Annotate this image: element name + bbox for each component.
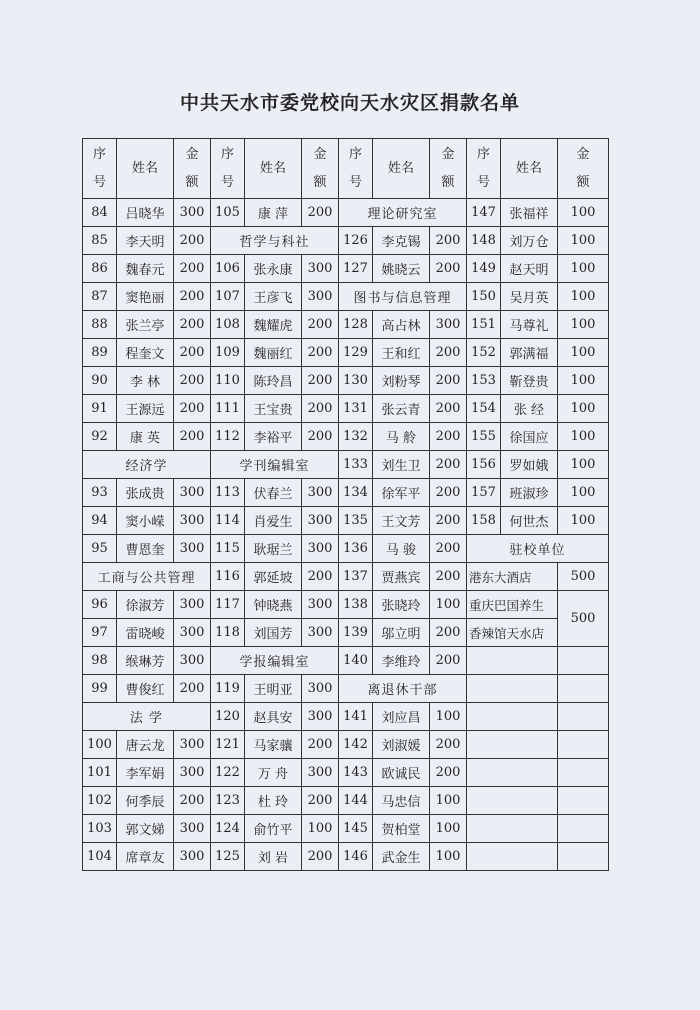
amount-cell: 300	[174, 507, 211, 535]
table-row	[83, 815, 609, 843]
name-cell: 康 萍	[245, 199, 302, 227]
empty-cell	[558, 843, 609, 871]
table-row	[83, 731, 609, 759]
seq-cell: 100	[83, 731, 117, 759]
seq-cell: 89	[83, 339, 117, 367]
seq-cell: 120	[211, 703, 245, 731]
seq-cell: 111	[211, 395, 245, 423]
seq-cell: 134	[339, 479, 373, 507]
seq-cell: 125	[211, 843, 245, 871]
name-cell: 张云青	[373, 395, 430, 423]
table-row	[83, 339, 609, 367]
name-cell: 马 舲	[373, 423, 430, 451]
name-cell: 张成贵	[117, 479, 174, 507]
seq-cell: 145	[339, 815, 373, 843]
name-cell: 魏春元	[117, 255, 174, 283]
table-row	[83, 311, 609, 339]
amount-cell: 200	[174, 787, 211, 815]
name-cell: 刘国芳	[245, 619, 302, 647]
name-cell: 徐军平	[373, 479, 430, 507]
empty-cell	[467, 815, 558, 843]
empty-cell	[467, 843, 558, 871]
name-cell: 吕晓华	[117, 199, 174, 227]
name-cell: 王宝贵	[245, 395, 302, 423]
table-row	[83, 787, 609, 815]
seq-cell: 108	[211, 311, 245, 339]
section-heading: 经济学	[83, 451, 211, 479]
header-name-cell: 姓名	[373, 139, 430, 199]
seq-cell: 121	[211, 731, 245, 759]
name-cell: 邬立明	[373, 619, 430, 647]
seq-cell: 91	[83, 395, 117, 423]
name-cell: 王和红	[373, 339, 430, 367]
table-row	[83, 199, 609, 227]
seq-cell: 117	[211, 591, 245, 619]
empty-cell	[467, 703, 558, 731]
seq-cell: 87	[83, 283, 117, 311]
amount-cell: 300	[174, 619, 211, 647]
empty-cell	[558, 787, 609, 815]
seq-cell: 103	[83, 815, 117, 843]
name-cell: 姚晓云	[373, 255, 430, 283]
table-row	[83, 563, 609, 591]
amount-cell: 300	[174, 591, 211, 619]
name-cell: 唐云龙	[117, 731, 174, 759]
amount-cell: 300	[302, 759, 339, 787]
name-cell: 李裕平	[245, 423, 302, 451]
seq-cell: 88	[83, 311, 117, 339]
seq-cell: 86	[83, 255, 117, 283]
seq-cell: 90	[83, 367, 117, 395]
name-cell: 王彦飞	[245, 283, 302, 311]
header-amount-cell: 金 额	[558, 139, 609, 199]
seq-cell: 128	[339, 311, 373, 339]
amount-cell: 200	[430, 507, 467, 535]
name-cell: 靳登贵	[501, 367, 558, 395]
table-row	[83, 675, 609, 703]
header-seq-cell: 序 号	[339, 139, 373, 199]
seq-cell: 127	[339, 255, 373, 283]
seq-cell: 147	[467, 199, 501, 227]
amount-cell: 200	[302, 199, 339, 227]
amount-cell: 200	[302, 787, 339, 815]
seq-cell: 110	[211, 367, 245, 395]
amount-cell: 100	[558, 395, 609, 423]
amount-cell: 200	[430, 255, 467, 283]
name-cell: 钟晓燕	[245, 591, 302, 619]
name-cell: 陈玲昌	[245, 367, 302, 395]
section-heading: 理论研究室	[339, 199, 467, 227]
name-cell: 马忠信	[373, 787, 430, 815]
empty-cell	[558, 703, 609, 731]
header-amount-cell: 金 额	[430, 139, 467, 199]
amount-cell: 200	[302, 423, 339, 451]
section-heading: 学刊编辑室	[211, 451, 339, 479]
amount-cell: 100	[558, 479, 609, 507]
amount-cell: 100	[430, 815, 467, 843]
amount-cell: 300	[302, 703, 339, 731]
table-row	[83, 535, 609, 563]
amount-cell: 200	[430, 227, 467, 255]
amount-cell: 300	[302, 255, 339, 283]
seq-cell: 142	[339, 731, 373, 759]
name-cell: 赵具安	[245, 703, 302, 731]
name-cell: 罗如娥	[501, 451, 558, 479]
amount-cell: 200	[174, 227, 211, 255]
amount-cell: 100	[558, 199, 609, 227]
section-heading: 离退休干部	[339, 675, 467, 703]
seq-cell: 109	[211, 339, 245, 367]
amount-cell: 500	[558, 591, 609, 647]
seq-cell: 157	[467, 479, 501, 507]
table-row	[83, 283, 609, 311]
amount-cell: 300	[174, 199, 211, 227]
name-cell: 贾燕宾	[373, 563, 430, 591]
name-cell: 何季辰	[117, 787, 174, 815]
amount-cell: 300	[302, 619, 339, 647]
name-cell: 张兰亭	[117, 311, 174, 339]
name-cell: 魏丽红	[245, 339, 302, 367]
amount-cell: 200	[174, 255, 211, 283]
name-cell: 马尊礼	[501, 311, 558, 339]
seq-cell: 149	[467, 255, 501, 283]
section-heading: 法 学	[83, 703, 211, 731]
seq-cell: 131	[339, 395, 373, 423]
name-cell: 康 英	[117, 423, 174, 451]
name-cell: 俞竹平	[245, 815, 302, 843]
name-cell: 郭满福	[501, 339, 558, 367]
table-row	[83, 647, 609, 675]
name-cell: 王源远	[117, 395, 174, 423]
name-cell: 张永康	[245, 255, 302, 283]
empty-cell	[467, 675, 558, 703]
seq-cell: 137	[339, 563, 373, 591]
document-title: 中共天水市委党校向天水灾区捐款名单	[179, 92, 520, 114]
seq-cell: 122	[211, 759, 245, 787]
name-cell: 曹俊红	[117, 675, 174, 703]
table-row	[83, 619, 609, 647]
seq-cell: 98	[83, 647, 117, 675]
seq-cell: 144	[339, 787, 373, 815]
seq-cell: 132	[339, 423, 373, 451]
name-cell: 耿琚兰	[245, 535, 302, 563]
amount-cell: 500	[558, 563, 609, 591]
name-cell: 张 经	[501, 395, 558, 423]
table-row	[83, 591, 609, 619]
amount-cell: 300	[174, 759, 211, 787]
amount-cell: 200	[430, 395, 467, 423]
seq-cell: 151	[467, 311, 501, 339]
name-cell: 万 舟	[245, 759, 302, 787]
seq-cell: 135	[339, 507, 373, 535]
amount-cell: 200	[302, 563, 339, 591]
name-cell: 曹恩奎	[117, 535, 174, 563]
amount-cell: 100	[430, 703, 467, 731]
name-cell: 肖爱生	[245, 507, 302, 535]
seq-cell: 116	[211, 563, 245, 591]
name-cell: 杜 玲	[245, 787, 302, 815]
seq-cell: 107	[211, 283, 245, 311]
name-cell: 刘生卫	[373, 451, 430, 479]
name-cell: 张福祥	[501, 199, 558, 227]
table-row	[83, 367, 609, 395]
table-row	[83, 255, 609, 283]
seq-cell: 96	[83, 591, 117, 619]
amount-cell: 100	[430, 591, 467, 619]
name-cell: 刘万仓	[501, 227, 558, 255]
amount-cell: 200	[174, 423, 211, 451]
seq-cell: 138	[339, 591, 373, 619]
seq-cell: 94	[83, 507, 117, 535]
amount-cell: 300	[174, 479, 211, 507]
name-cell: 缑琳芳	[117, 647, 174, 675]
header-amount-cell: 金 额	[302, 139, 339, 199]
seq-cell: 123	[211, 787, 245, 815]
empty-cell	[558, 759, 609, 787]
seq-cell: 155	[467, 423, 501, 451]
name-cell: 高占林	[373, 311, 430, 339]
amount-cell: 200	[302, 843, 339, 871]
section-heading: 图书与信息管理	[339, 283, 467, 311]
empty-cell	[558, 675, 609, 703]
seq-cell: 140	[339, 647, 373, 675]
seq-cell: 115	[211, 535, 245, 563]
name-cell: 李 林	[117, 367, 174, 395]
name-cell: 刘 岩	[245, 843, 302, 871]
name-cell: 武金生	[373, 843, 430, 871]
name-cell: 何世杰	[501, 507, 558, 535]
amount-cell: 300	[174, 535, 211, 563]
name-cell: 刘淑媛	[373, 731, 430, 759]
empty-cell	[467, 647, 558, 675]
seq-cell: 154	[467, 395, 501, 423]
name-cell: 李维玲	[373, 647, 430, 675]
header-amount-cell: 金 额	[174, 139, 211, 199]
amount-cell: 200	[174, 395, 211, 423]
table-row	[83, 423, 609, 451]
seq-cell: 152	[467, 339, 501, 367]
amount-cell: 200	[430, 451, 467, 479]
name-cell: 李天明	[117, 227, 174, 255]
seq-cell: 148	[467, 227, 501, 255]
amount-cell: 200	[430, 619, 467, 647]
section-heading: 哲学与科社	[211, 227, 339, 255]
amount-cell: 100	[558, 451, 609, 479]
amount-cell: 200	[430, 647, 467, 675]
amount-cell: 300	[302, 507, 339, 535]
amount-cell: 200	[174, 339, 211, 367]
name-cell: 徐淑芳	[117, 591, 174, 619]
amount-cell: 200	[302, 731, 339, 759]
seq-cell: 146	[339, 843, 373, 871]
name-cell: 王文芳	[373, 507, 430, 535]
name-cell: 伏春兰	[245, 479, 302, 507]
amount-cell: 300	[302, 675, 339, 703]
seq-cell: 102	[83, 787, 117, 815]
name-cell: 王明亚	[245, 675, 302, 703]
seq-cell: 114	[211, 507, 245, 535]
seq-cell: 104	[83, 843, 117, 871]
seq-cell: 150	[467, 283, 501, 311]
seq-cell: 119	[211, 675, 245, 703]
amount-cell: 100	[558, 423, 609, 451]
amount-cell: 300	[174, 647, 211, 675]
table-row	[83, 703, 609, 731]
table-row	[83, 843, 609, 871]
empty-cell	[467, 759, 558, 787]
section-heading: 学报编辑室	[211, 647, 339, 675]
name-cell: 徐国应	[501, 423, 558, 451]
unit-name-cell: 港东大酒店	[467, 563, 558, 591]
name-cell: 赵天明	[501, 255, 558, 283]
header-name-cell: 姓名	[245, 139, 302, 199]
amount-cell: 200	[174, 367, 211, 395]
table-row	[83, 507, 609, 535]
seq-cell: 84	[83, 199, 117, 227]
seq-cell: 141	[339, 703, 373, 731]
empty-cell	[467, 731, 558, 759]
amount-cell: 200	[430, 479, 467, 507]
amount-cell: 300	[302, 591, 339, 619]
amount-cell: 200	[174, 283, 211, 311]
amount-cell: 300	[174, 815, 211, 843]
name-cell: 刘应昌	[373, 703, 430, 731]
seq-cell: 156	[467, 451, 501, 479]
amount-cell: 200	[430, 423, 467, 451]
amount-cell: 200	[302, 367, 339, 395]
amount-cell: 200	[302, 395, 339, 423]
unit-name-cell: 重庆巴国养生	[467, 591, 558, 619]
name-cell: 吴月英	[501, 283, 558, 311]
seq-cell: 105	[211, 199, 245, 227]
amount-cell: 300	[302, 283, 339, 311]
section-heading: 驻校单位	[467, 535, 609, 563]
name-cell: 李军娟	[117, 759, 174, 787]
amount-cell: 200	[430, 731, 467, 759]
seq-cell: 97	[83, 619, 117, 647]
name-cell: 程奎文	[117, 339, 174, 367]
amount-cell: 100	[558, 283, 609, 311]
seq-cell: 139	[339, 619, 373, 647]
seq-cell: 158	[467, 507, 501, 535]
table-row	[83, 451, 609, 479]
amount-cell: 200	[302, 311, 339, 339]
seq-cell: 106	[211, 255, 245, 283]
seq-cell: 113	[211, 479, 245, 507]
seq-cell: 93	[83, 479, 117, 507]
donation-table	[82, 138, 609, 871]
name-cell: 郭延坡	[245, 563, 302, 591]
amount-cell: 100	[558, 255, 609, 283]
header-seq-cell: 序 号	[467, 139, 501, 199]
seq-cell: 112	[211, 423, 245, 451]
seq-cell: 118	[211, 619, 245, 647]
seq-cell: 85	[83, 227, 117, 255]
name-cell: 马家骧	[245, 731, 302, 759]
amount-cell: 200	[430, 535, 467, 563]
unit-name-cell: 香辣馆天水店	[467, 619, 558, 647]
name-cell: 郭文娣	[117, 815, 174, 843]
seq-cell: 153	[467, 367, 501, 395]
name-cell: 马 骏	[373, 535, 430, 563]
amount-cell: 100	[430, 843, 467, 871]
amount-cell: 200	[174, 311, 211, 339]
section-heading: 工商与公共管理	[83, 563, 211, 591]
empty-cell	[558, 731, 609, 759]
seq-cell: 133	[339, 451, 373, 479]
seq-cell: 126	[339, 227, 373, 255]
table-row	[83, 479, 609, 507]
table-row	[83, 395, 609, 423]
amount-cell: 300	[430, 311, 467, 339]
table-row	[83, 227, 609, 255]
amount-cell: 100	[558, 367, 609, 395]
amount-cell: 300	[174, 731, 211, 759]
amount-cell: 300	[302, 535, 339, 563]
header-name-cell: 姓名	[501, 139, 558, 199]
name-cell: 魏耀虎	[245, 311, 302, 339]
amount-cell: 100	[302, 815, 339, 843]
table-row	[83, 759, 609, 787]
amount-cell: 100	[558, 339, 609, 367]
amount-cell: 100	[558, 507, 609, 535]
name-cell: 张晓玲	[373, 591, 430, 619]
seq-cell: 124	[211, 815, 245, 843]
amount-cell: 200	[430, 339, 467, 367]
amount-cell: 100	[558, 227, 609, 255]
seq-cell: 101	[83, 759, 117, 787]
seq-cell: 130	[339, 367, 373, 395]
seq-cell: 95	[83, 535, 117, 563]
seq-cell: 136	[339, 535, 373, 563]
amount-cell: 200	[430, 759, 467, 787]
name-cell: 刘粉琴	[373, 367, 430, 395]
amount-cell: 300	[302, 479, 339, 507]
empty-cell	[467, 787, 558, 815]
seq-cell: 129	[339, 339, 373, 367]
header-seq-cell: 序 号	[211, 139, 245, 199]
name-cell: 李克锡	[373, 227, 430, 255]
amount-cell: 200	[430, 367, 467, 395]
name-cell: 雷晓峻	[117, 619, 174, 647]
amount-cell: 100	[558, 311, 609, 339]
seq-cell: 92	[83, 423, 117, 451]
empty-cell	[558, 647, 609, 675]
header-name-cell: 姓名	[117, 139, 174, 199]
name-cell: 窦艳丽	[117, 283, 174, 311]
seq-cell: 143	[339, 759, 373, 787]
amount-cell: 200	[430, 563, 467, 591]
name-cell: 欧诚民	[373, 759, 430, 787]
name-cell: 席章友	[117, 843, 174, 871]
amount-cell: 300	[174, 843, 211, 871]
empty-cell	[558, 815, 609, 843]
amount-cell: 200	[302, 339, 339, 367]
amount-cell: 100	[430, 787, 467, 815]
name-cell: 贺柏堂	[373, 815, 430, 843]
name-cell: 窦小嵘	[117, 507, 174, 535]
header-seq-cell: 序 号	[83, 139, 117, 199]
seq-cell: 99	[83, 675, 117, 703]
amount-cell: 200	[174, 675, 211, 703]
name-cell: 班淑珍	[501, 479, 558, 507]
table-header-row	[83, 139, 609, 199]
